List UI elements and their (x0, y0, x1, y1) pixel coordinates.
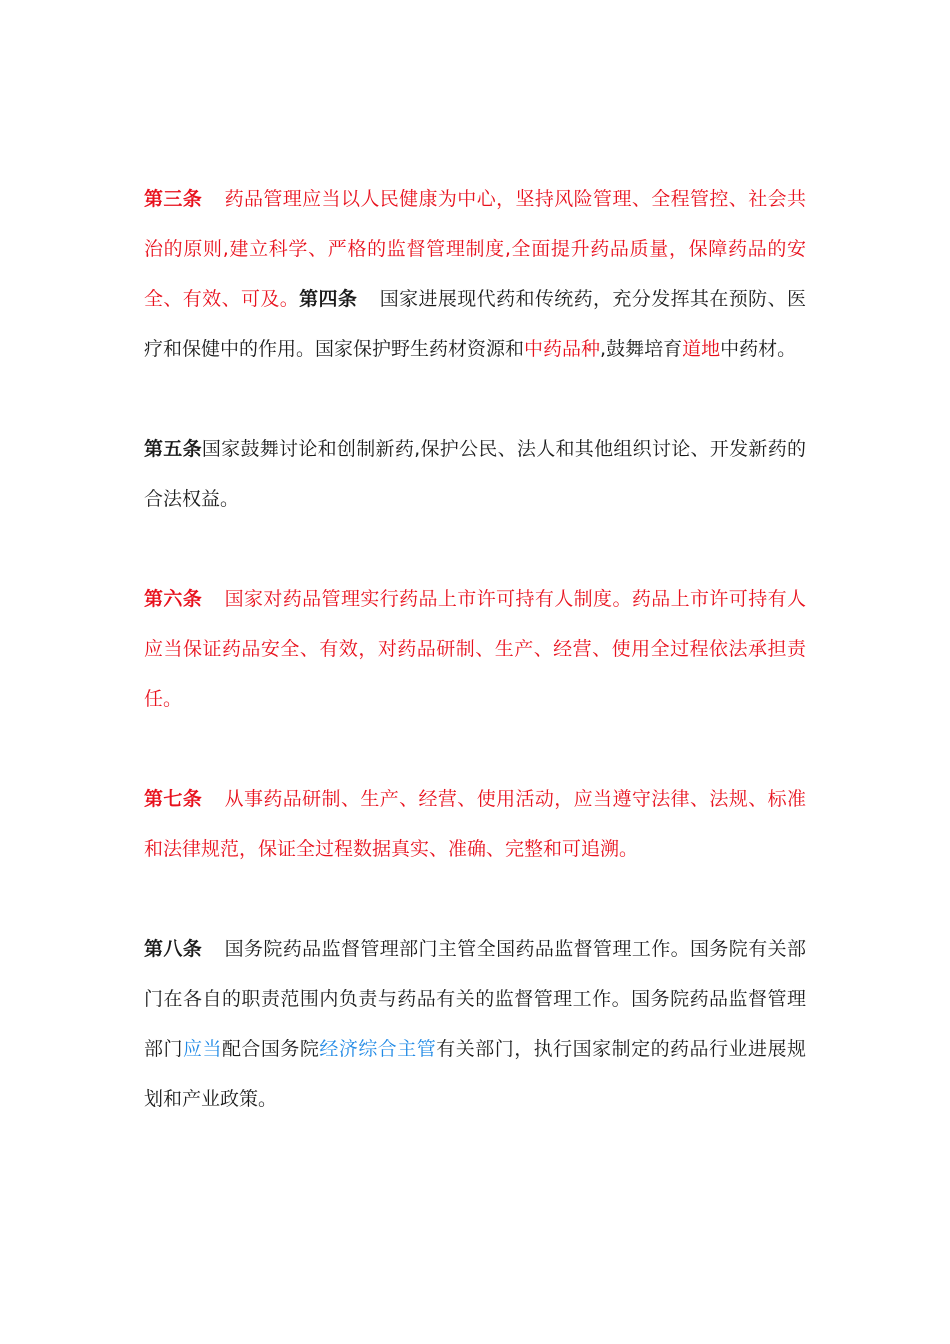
article-4-body-part-2: ,鼓舞培育 (600, 338, 683, 360)
article-4-highlight-1: 中药品种 (524, 338, 601, 360)
article-6-body: 国家对药品管理实行药品上市许可持有人制度。药品上市许可持有人应当保证药品安全、有效，对药品研制、生产、经营、使用全过程依法承担责任。 (144, 588, 806, 710)
article-5-body: 国家鼓舞讨论和创制新药,保护公民、法人和其他组织讨论、开发新药的合法权益。 (144, 438, 806, 510)
article-3-body: 药品管理应当以人民健康为中心，坚持风险管理、全程管控、社会共治的原则,建立科学、严格的监督管理制度,全面提升药品质量，保障药品的安全、有效、可及。 (144, 188, 806, 310)
article-8-highlight-1: 应当 (182, 1038, 222, 1060)
article-7 (144, 774, 806, 874)
article-5-heading: 第五条 (144, 438, 202, 460)
article-6 (144, 574, 806, 724)
article-4-body-part-3: 中药材。 (720, 338, 797, 360)
article-8-body-part-1: 国务院药品监督管理部门主管全国药品监督管理工作。国务院有关部门在各自的职责范围内负责与药品有关的监督管理工作。国务院药品监督管理部门 (144, 938, 806, 1060)
article-3-heading: 第三条 (144, 188, 203, 210)
article-4-body-part-1: 国家进展现代药和传统药，充分发挥其在预防、医疗和保健中的作用。国家保护野生药材资源和 (144, 288, 806, 360)
article-8-body-part-3: 有关部门，执行国家制定的药品行业进展规划和产业政策。 (144, 1038, 806, 1110)
document-page (144, 174, 806, 1124)
article-7-heading: 第七条 (144, 788, 203, 810)
article-4-heading: 第四条 (299, 288, 358, 310)
article-8-highlight-2: 经济综合主管 (319, 1038, 437, 1060)
article-8-body-part-2: 配合国务院 (221, 1038, 320, 1060)
article-7-body: 从事药品研制、生产、经营、使用活动，应当遵守法律、法规、标准和法律规范，保证全过程数据真实、准确、完整和可追溯。 (144, 788, 806, 860)
article-4-highlight-2: 道地 (682, 338, 721, 360)
article-5 (144, 424, 806, 524)
article-8 (144, 924, 806, 1124)
article-8-heading: 第八条 (144, 938, 203, 960)
article-3-4 (144, 174, 806, 374)
article-6-heading: 第六条 (144, 588, 203, 610)
